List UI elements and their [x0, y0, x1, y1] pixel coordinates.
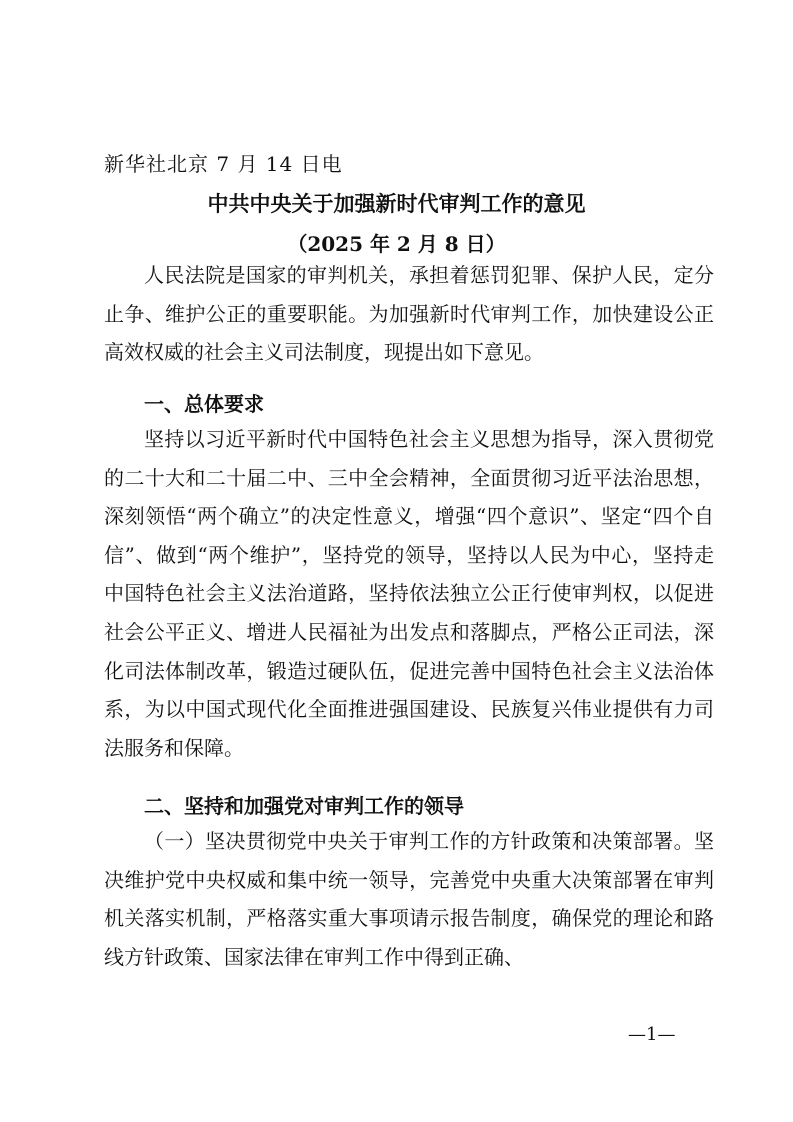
paragraph-intro: 人民法院是国家的审判机关，承担着惩罚犯罪、保护人民，定分止争、维护公正的重要职能。为加强新时代审判工作，加快建设公正高效权威的社会主义司法制度，现提出如下意见。 [104, 263, 714, 365]
paragraph-general-requirements: 坚持以习近平新时代中国特色社会主义思想为指导，深入贯彻党的二十大和二十届二中、三中全会精神，全面贯彻习近平法治思想，深刻领悟“两个确立”的决定性意义，增强“四个意识”、坚定“四个自信”、做到“两个维护”，坚持党的领导，坚持以人民为中心，坚持走中国特色社会主义法治道路，坚持依法独立公正行使审判权，以促进社会公平正义、增进人民福祉为出发点和落脚点，严格公正司法，深化司法体制改革，锻造过硬队伍，促进完善中国特色社会主义法治体系，为以中国式现代化全面推进强国建设、民族复兴伟业提供有力司法服务和保障。 [104, 427, 714, 760]
document-title: 中共中央关于加强新时代审判工作的意见 [207, 191, 586, 216]
document-date: （2025 年 2 月 8 日） [287, 232, 506, 256]
paragraph-party-leadership: （一）坚决贯彻党中央关于审判工作的方针政策和决策部署。坚决维护党中央权威和集中统一领导，完善党中央重大决策部署在审判机关落实机制，严格落实重大事项请示报告制度，确保党的理论和路线方针政策、国家法律在审判工作中得到正确、 [104, 829, 714, 969]
section-heading-general-requirements: 一、总体要求 [144, 392, 264, 416]
page-number: —1— [628, 1024, 676, 1045]
dateline: 新华社北京 7 月 14 日电 [104, 152, 343, 176]
section-heading-party-leadership: 二、坚持和加强党对审判工作的领导 [144, 794, 464, 818]
